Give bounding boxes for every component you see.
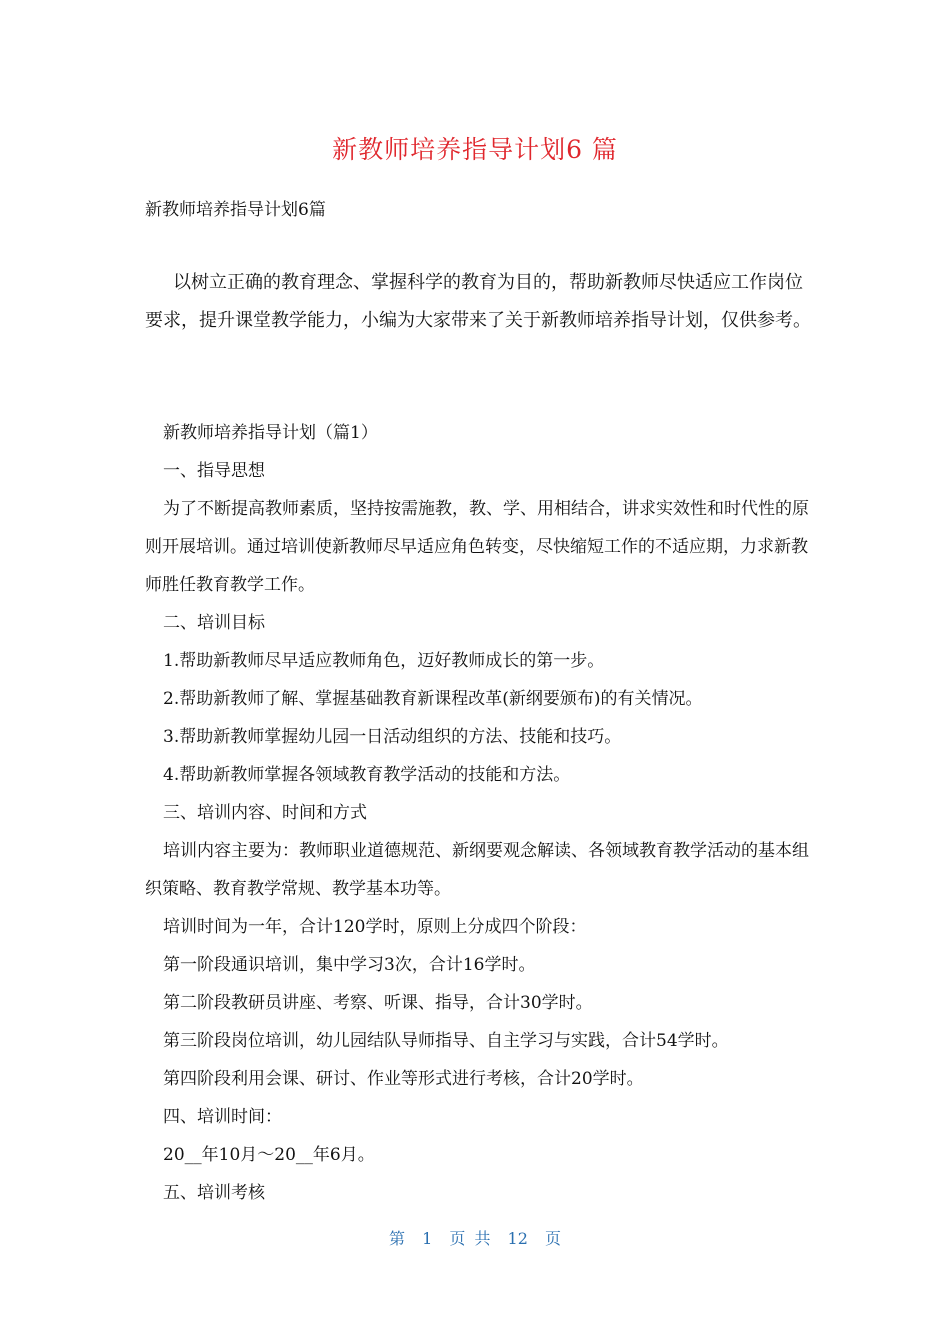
heading-guiding-idea: 一、指导思想 xyxy=(163,461,265,481)
paragraph-training-content: 培训内容主要为：教师职业道德规范、新纲要观念解读、各领域教育教学活动的基本组织策略、教育教学常规、教学基本功等。 xyxy=(145,841,809,899)
goal-item: 4.帮助新教师掌握各领域教育教学活动的技能和方法。 xyxy=(163,765,571,785)
page-footer xyxy=(0,1226,950,1249)
footer-total-pages: 12 xyxy=(507,1229,528,1248)
footer-page-number: 1 xyxy=(422,1229,433,1248)
intro-paragraph: 以树立正确的教育理念、掌握科学的教育为目的，帮助新教师尽快适应工作岗位要求，提升课堂教学能力，小编为大家带来了关于新教师培养指导计划，仅供参考。 xyxy=(145,272,811,331)
stage-item: 第二阶段教研员讲座、考察、听课、指导，合计30学时。 xyxy=(163,993,593,1013)
paragraph-guiding-idea: 为了不断提高教师素质，坚持按需施教，教、学、用相结合，讲求实效性和时代性的原则开展培训。通过培训使新教师尽早适应角色转变，尽快缩短工作的不适应期，力求新教师胜任教育教学工作。 xyxy=(145,499,809,595)
heading-training-goals: 二、培训目标 xyxy=(163,613,265,633)
heading-training-period: 四、培训时间： xyxy=(163,1107,282,1127)
goal-item: 2.帮助新教师了解、掌握基础教育新课程改革(新纲要颁布)的有关情况。 xyxy=(163,689,703,709)
footer-page-unit: 页 xyxy=(545,1229,562,1248)
footer-page-of: 页 共 xyxy=(449,1229,491,1248)
stage-item: 第四阶段利用会课、研讨、作业等形式进行考核，合计20学时。 xyxy=(163,1069,644,1089)
document-title: 新教师培养指导计划6 篇 xyxy=(332,135,618,164)
stage-item: 第三阶段岗位培训，幼儿园结队导师指导、自主学习与实践，合计54学时。 xyxy=(163,1031,729,1051)
stage-item: 第一阶段通识培训，集中学习3次，合计16学时。 xyxy=(163,955,536,975)
training-dates: 20__年10月～20__年6月。 xyxy=(163,1145,375,1165)
paragraph-training-time: 培训时间为一年，合计120学时，原则上分成四个阶段： xyxy=(163,917,587,937)
document-body xyxy=(145,414,811,1212)
document-subtitle: 新教师培养指导计划6篇 xyxy=(145,200,326,220)
goal-item: 3.帮助新教师掌握幼儿园一日活动组织的方法、技能和技巧。 xyxy=(163,727,622,747)
footer-page-label: 第 xyxy=(388,1229,405,1248)
section-title: 新教师培养指导计划（篇1） xyxy=(163,423,378,443)
heading-training-content: 三、培训内容、时间和方式 xyxy=(163,803,367,823)
goal-item: 1.帮助新教师尽早适应教师角色，迈好教师成长的第一步。 xyxy=(163,651,605,671)
heading-training-assessment: 五、培训考核 xyxy=(163,1183,265,1203)
